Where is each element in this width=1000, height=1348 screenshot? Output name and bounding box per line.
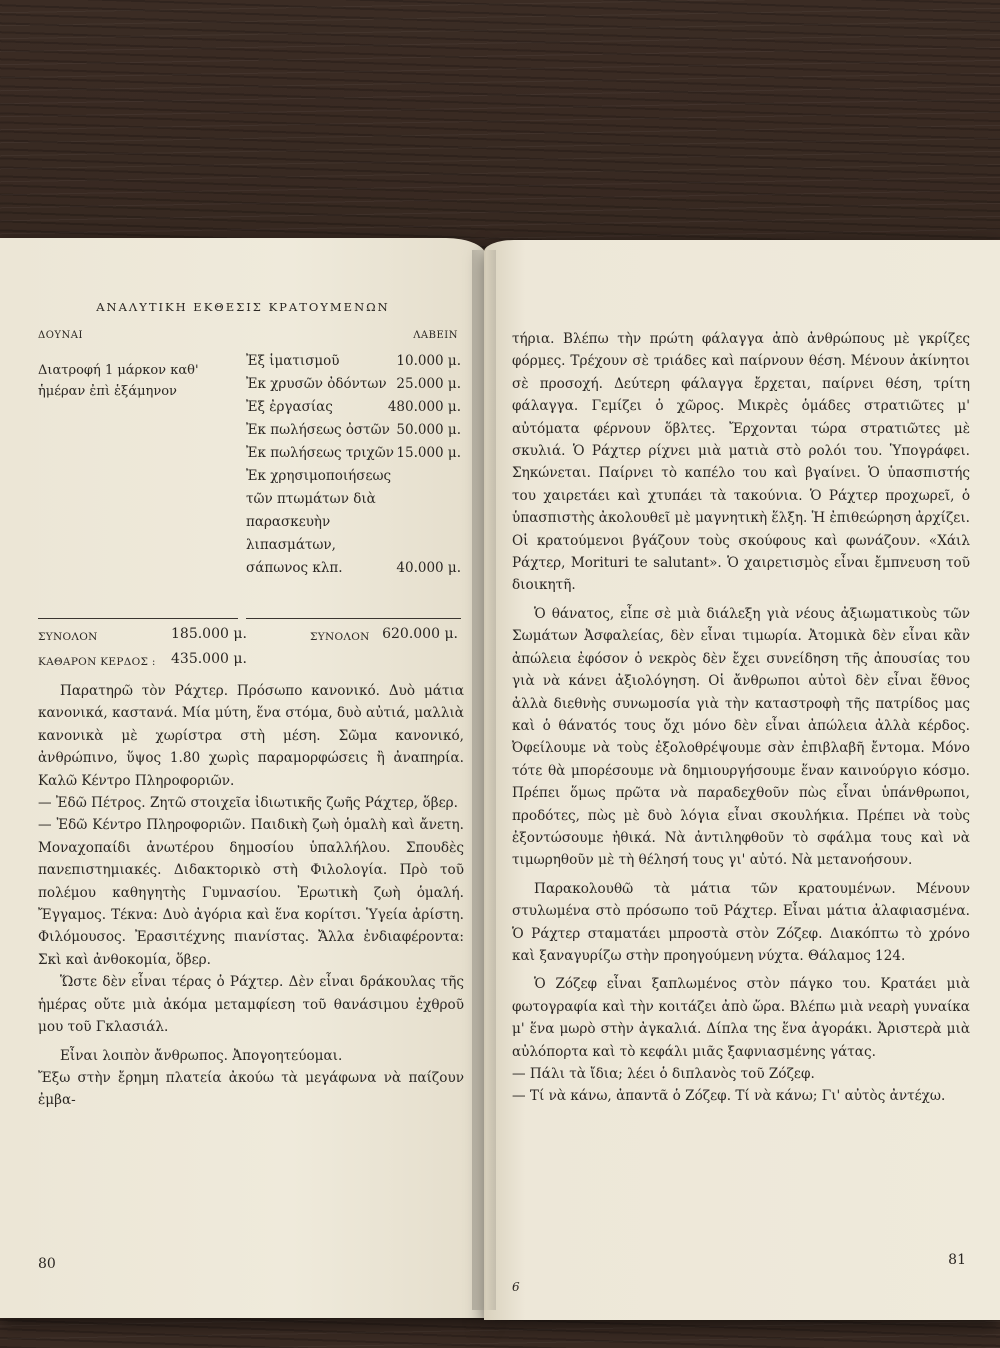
book-gutter (472, 250, 496, 1310)
credit-label: Ἐκ χρησιμοποιήσεως τῶν πτωμάτων διὰ παρασκευὴν λιπασμάτων, σάπωνος κλπ. (246, 468, 392, 576)
credit-row (246, 396, 461, 419)
running-head: ΑΝΑΛΥΤΙΚΗ ΕΚΘΕΣΙΣ ΚΡΑΤΟΥΜΕΝΩΝ (96, 300, 390, 314)
credit-amount: 480.000 μ. (387, 399, 461, 415)
paragraph: Παρακολουθῶ τὰ μάτια τῶν κρατουμένων. Μένουν στυλωμένα στὸ πρόσωπο τοῦ Ράχτερ. Εἶναι μάτια ἀλαφιασμένα. Ὁ Ράχτερ σταματάει μπροστὰ στὸν Ζόζεφ. Διακόπτω τὸ χρόνο καὶ ξαναγυρίζω στὴν προηγούμενη νύχτα. Θάλαμος 124. (512, 880, 970, 964)
paragraph: Ἔξω στὴν ἔρημη πλατεία ἀκούω τὰ μεγάφωνα νὰ παίζουν ἐμβα- (38, 1069, 464, 1109)
credit-row (246, 465, 461, 580)
total-rule-right (246, 618, 461, 619)
debit-header: ΔΟΥΝΑΙ (38, 330, 83, 341)
total-label-left: ΣΥΝΟΛΟΝ (38, 631, 98, 643)
credit-label: Ἐξ ἱματισμοῦ (246, 353, 340, 369)
paragraph: — Ἐδῶ Πέτρος. Ζητῶ στοιχεῖα ἰδιωτικῆς ζωῆς Ράχτερ, ὅβερ. (38, 795, 458, 812)
credit-amount: 50.000 μ. (396, 422, 461, 438)
total-rule-left (38, 618, 238, 619)
paragraph: — Πάλι τὰ ἴδια; λέει ὁ διπλανὸς τοῦ Ζόζεφ. (512, 1066, 815, 1082)
paragraph: Παρατηρῶ τὸν Ράχτερ. Πρόσωπο κανονικό. Δυὸ μάτια κανονικά, καστανά. Μία μύτη, ἕνα στόμα, δυὸ αὐτιά, μαλλιὰ κανονικὰ μὲ χωρίστρα στὴ μέση. Σῶμα κανονικό, ἀνθρώπινο, ὕψος 1.80 χωρὶς παραμορφώσεις ἢ ἀναπηρία. Καλῶ Κέντρο Πληροφοριῶν. (38, 683, 464, 789)
total-left: 185.000 μ. (171, 626, 247, 642)
credit-list (246, 350, 461, 580)
credit-label: Ἐξ ἐργασίας (246, 399, 333, 415)
paragraph: Ὥστε δὲν εἶναι τέρας ὁ Ράχτερ. Δὲν εἶναι δράκουλας τῆς ἡμέρας οὔτε μιὰ ἀκόμα μεταμφίεση τοῦ θανάσιμου ἐχθροῦ μου τοῦ Γκλασιάλ. (38, 974, 464, 1036)
right-body-text (512, 328, 970, 1108)
left-body-text (38, 680, 464, 1112)
paragraph: Εἶναι λοιπὸν ἄνθρωπος. Ἀπογοητεύομαι. (60, 1047, 343, 1064)
credit-amount: 10.000 μ. (396, 353, 461, 369)
credit-row (246, 442, 461, 465)
credit-label: Ἐκ πωλήσεως τριχῶν (246, 445, 394, 461)
credit-label: Ἐκ χρυσῶν ὀδόντων (246, 376, 387, 392)
signature-mark: 6 (512, 1280, 520, 1294)
paragraph: Ὁ θάνατος, εἶπε σὲ μιὰ διάλεξη γιὰ νέους ἀξιωματικοὺς τῶν Σωμάτων Ἀσφαλείας, δὲν εἶναι τιμωρία. Ἀτομικὰ δὲν εἶναι κἂν ἀπώλεια ἐφόσον ὁ νεκρὸς δὲν ἔχει συνείδηση τῆς ἀπουσίας του γιὰ νὰ κάνει ἀξιολόγηση. Οἱ ἄνθρωποι αὐτοὶ δὲν εἶναι ἔθνος ἀλλὰ διεθνὴς συνωμοσία γιὰ τὴν καταστροφὴ τῆς πατρίδος μας καὶ ὁ θάνατός τους ὄχι μόνο δὲν εἶναι ἀπώλεια ἀλλὰ κέρδος. Ὀφείλουμε νὰ τοὺς ἐξολοθρέψουμε σὰν ἐπιβλαβῆ ἔντομα. Μόνο τότε θὰ μπορέσουμε νὰ δημιουργήσουμε ἕναν καινούργιο κόσμο. Πρέπει ὅμως πρῶτα νὰ παραδεχθοῦν πὼς εἶναι ὑπάνθρωποι, προδότες, πὼς μὲ δυὸ λόγια εἶναι σκουλήκια. Πρέπει νὰ τοὺς ἐξοντώσουμε ἠθικά. Νὰ ἀντιληφθοῦν τὸ σφάλμα τους καὶ νὰ τιμωρηθοῦν μὲ τὴ θέλησή τους γι' αὐτό. Νὰ μετανοήσουν. (512, 605, 970, 869)
paragraph: — Τί νὰ κάνω, ἀπαντᾶ ὁ Ζόζεφ. Τί νὰ κάνω; Γι' αὐτὸς ἀντέχω. (512, 1088, 946, 1105)
paragraph: τήρια. Βλέπω τὴν πρώτη φάλαγγα ἀπὸ ἀνθρώπους μὲ γκρίζες φόρμες. Τρέχουν σὲ τριάδες καὶ παίρνουν θέση. Μένουν ἀκίνητοι σὲ προσοχή. Δεύτερη φάλαγγα ἔρχεται, παίρνει θέση, τρίτη φάλαγγα. Γεμίζει ὁ χῶρος. Μικρὲς ὁμάδες στρατιῶτες μ' αὐτόματα φέρνουν ὅβλτες. Ἔρχονται τώρα στρατιῶτες μὲ σκυλιά. Ὁ Ράχτερ ρίχνει μιὰ ματιὰ στὸ ρολόι του. Ὑπογράφει. Σηκώνεται. Παίρνει τὸ καπέλο του καὶ βγαίνει. Ὁ ὑπασπιστής του χαιρετάει καὶ χτυπάει τὰ τακούνια. Ὁ Ράχτερ προχωρεῖ, ὁ ὑπασπιστὴς ἀκολουθεῖ μὲ μαγνητικὴ ἕλξη. Ἡ ἐπιθεώρηση ἀρχίζει. Οἱ κρατούμενοι βγάζουν τοὺς σκούφους καὶ φωνάζουν. «Χάιλ Ράχτερ, Morituri te salutant». Ὁ χαιρετισμὸς εἶναι ἔμπνευση τοῦ διοικητῆ. (512, 331, 970, 594)
left-page (0, 238, 486, 1318)
net-profit-value: 435.000 μ. (171, 651, 247, 667)
net-profit-label: ΚΑΘΑΡΟΝ ΚΕΡΔΟΣ : (38, 656, 156, 668)
credit-row (246, 373, 461, 396)
credit-amount: 15.000 μ. (396, 445, 461, 461)
right-page (484, 240, 1000, 1320)
credit-amount: 40.000 μ. (396, 560, 461, 576)
page-number-left: 80 (38, 1256, 56, 1272)
credit-header: ΛΑΒΕΙΝ (413, 330, 458, 341)
paragraph: — Ἐδῶ Κέντρο Πληροφοριῶν. Παιδικὴ ζωὴ ὁμαλὴ καὶ ἄνετη. Μοναχοπαίδι ἀνωτέρου δημοσίου ὑπαλλήλου. Σπουδὲς πανεπιστημιακές. Διδακτορικὸ στὴ Φιλολογία. Πρὸ τοῦ πολέμου καθηγητὴς Γυμνασίου. Ἐρωτικὴ ζωὴ ὁμαλή. Ἔγγαμος. Τέκνα: Δυὸ ἀγόρια καὶ ἕνα κορίτσι. Ὑγεία ἀρίστη. Φιλόμουσος. Ἐρασιτέχνης πιανίστας. Ἄλλα ἐνδιαφέροντα: Σκὶ καὶ ἀνθοκομία, ὅβερ. (38, 817, 464, 968)
total-right: 620.000 μ. (382, 626, 458, 642)
credit-row (246, 419, 461, 442)
account-ledger (38, 330, 461, 690)
total-label-right: ΣΥΝΟΛΟΝ (310, 631, 370, 643)
page-number-right: 81 (948, 1252, 966, 1268)
debit-item: Διατροφή 1 μάρκον καθ' ἡμέραν ἐπὶ ἑξάμηνον (38, 363, 199, 399)
paragraph: Ὁ Ζόζεφ εἶναι ξαπλωμένος στὸν πάγκο του. Κρατάει μιὰ φωτογραφία καὶ τὴν κοιτάζει ἀπὸ ὥρα. Βλέπω μιὰ νεαρὴ γυναίκα μ' ἕνα μωρὸ στὴν ἀγκαλιά. Δίπλα της ἕνα ἀγοράκι. Ἀριστερὰ μιὰ αὐλόπορτα καὶ τὸ κεφάλι μιᾶς ξαφνιασμένης γάτας. (512, 976, 970, 1060)
credit-label: Ἐκ πωλήσεως ὀστῶν (246, 422, 390, 438)
credit-amount: 25.000 μ. (396, 376, 461, 392)
credit-row (246, 350, 461, 373)
